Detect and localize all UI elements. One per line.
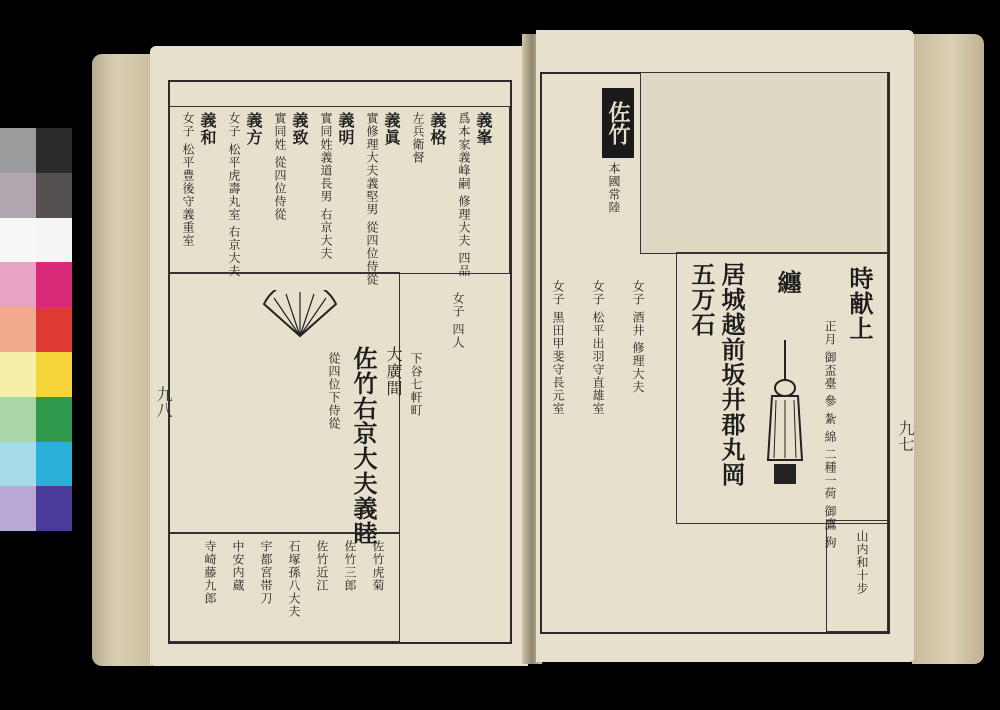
entry-name: 義致 <box>290 112 309 146</box>
color-swatch <box>36 307 72 352</box>
clan-seal: 佐竹 <box>602 88 634 158</box>
left-page <box>150 46 528 666</box>
matoi-emblem-icon <box>762 340 808 490</box>
color-swatch <box>36 262 72 307</box>
daughters-label: 女子 四人 <box>451 292 465 349</box>
lord-title: 佐竹右京大夫義睦 <box>349 346 378 546</box>
entry-text: 女子 松平豊後守義重室 <box>181 112 195 247</box>
color-swatch <box>0 262 36 307</box>
entry-text: 爲本家義峰嗣 修理大夫 四品 <box>457 112 471 278</box>
clan-province: 本國常陸 <box>607 162 621 214</box>
retainer-name: 佐竹虎菊 <box>371 540 385 592</box>
open-book <box>92 24 984 676</box>
color-swatch <box>36 442 72 487</box>
castle-label: 居城越前坂井郡丸岡 <box>717 262 746 487</box>
entry-text: 女子 松平虎壽丸室 右京大夫 <box>227 112 241 278</box>
retainer-name: 佐竹三郎 <box>343 540 357 592</box>
left-page-edges <box>92 54 152 666</box>
entry-text: 實同姓義道長男 右京大夫 <box>319 112 333 260</box>
color-swatch <box>0 173 36 218</box>
right-page-number: 九七 <box>896 420 915 452</box>
seat-label: 大廣間 <box>384 346 403 397</box>
entry-name: 義明 <box>336 112 355 146</box>
color-swatch <box>36 173 72 218</box>
entry-name: 義和 <box>198 112 217 146</box>
color-swatch <box>36 486 72 531</box>
note-text: 山内和十步 <box>855 530 869 595</box>
retainer-name: 中安内蔵 <box>231 540 245 592</box>
entry-name: 義峯 <box>474 112 493 146</box>
color-swatch <box>36 397 72 442</box>
residence-label: 下谷七軒町 <box>409 352 423 417</box>
color-swatch <box>0 218 36 263</box>
gift-title: 時献上 <box>845 266 874 341</box>
color-swatch <box>0 352 36 397</box>
faint-block <box>640 72 888 254</box>
color-swatch <box>36 352 72 397</box>
emblem-label: 纏 <box>773 270 802 295</box>
color-swatch <box>0 307 36 352</box>
entry-name: 義眞 <box>382 112 401 146</box>
right-page-edges <box>912 34 984 664</box>
retainer-name: 宇都宮帯刀 <box>259 540 273 605</box>
color-swatch <box>0 486 36 531</box>
color-swatch <box>36 128 72 173</box>
entry-name: 義格 <box>428 112 447 146</box>
retainer-name: 寺崎藤九郎 <box>203 540 217 605</box>
entry-text: 實修理大夫義堅男 從四位侍從 <box>365 112 379 286</box>
fan-crest-icon <box>260 290 340 340</box>
color-swatch <box>0 442 36 487</box>
right-page <box>536 30 914 662</box>
daughter-entry: 女子 黒田甲斐守長元室 <box>551 280 565 415</box>
entry-text: 左兵衛督 <box>411 112 425 164</box>
daughter-entry: 女子 酒井 修理大夫 <box>631 280 645 394</box>
color-swatch <box>36 218 72 263</box>
color-swatch <box>0 397 36 442</box>
stipend-label: 五万石 <box>687 262 716 337</box>
left-page-number: 九八 <box>154 386 173 418</box>
entry-name: 義方 <box>244 112 263 146</box>
daughter-entry: 女子 松平出羽守直雄室 <box>591 280 605 415</box>
entry-text: 實同姓 從四位侍從 <box>273 112 287 221</box>
color-swatch <box>0 128 36 173</box>
rank-label: 從四位下侍從 <box>327 352 341 430</box>
color-checker <box>0 128 72 532</box>
retainer-name: 佐竹近江 <box>315 540 329 592</box>
retainer-name: 石塚孫八大夫 <box>287 540 301 618</box>
gift-text: 正月 御盃臺 參 紮 綿 二種一荷 御鷹 狗 <box>823 320 837 549</box>
